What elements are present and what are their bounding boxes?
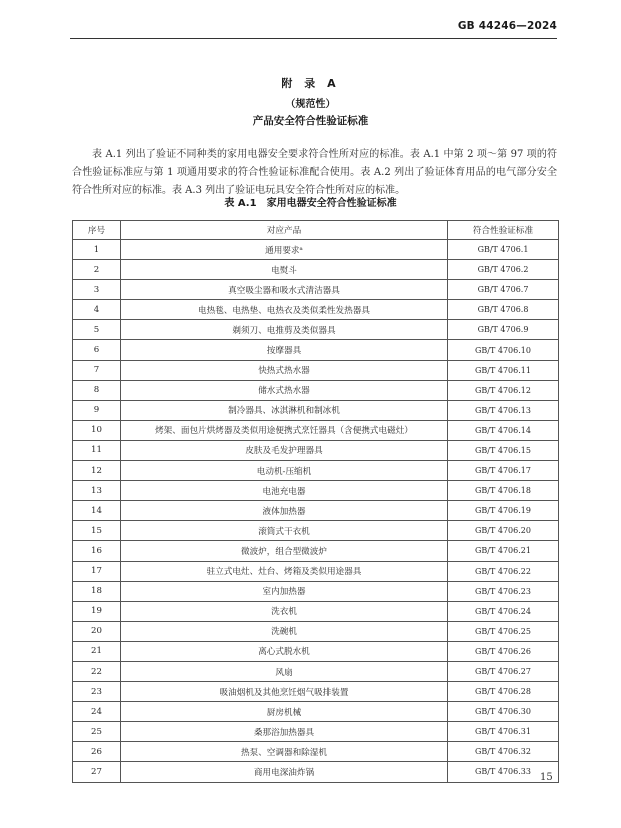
product-cell: 皮肤及毛发护理器具 [121,440,448,460]
row-number-cell: 20 [73,621,121,641]
table-row [73,260,559,280]
row-number-cell: 17 [73,561,121,581]
product-cell: 电池充电器 [121,481,448,501]
table-header-row [73,221,559,240]
row-number-cell: 7 [73,360,121,380]
row-number-cell: 22 [73,661,121,681]
standard-cell: GB/T 4706.21 [448,541,559,561]
product-cell: 储水式热水器 [121,380,448,400]
table-row [73,581,559,601]
header-rule [70,38,557,39]
table-row [73,461,559,481]
product-cell: 真空吸尘器和吸水式清洁器具 [121,280,448,300]
table-row [73,400,559,420]
standard-cell: GB/T 4706.33 [448,762,559,782]
standard-cell: GB/T 4706.30 [448,702,559,722]
standard-cell: GB/T 4706.24 [448,601,559,621]
header-standard: 符合性验证标准 [448,221,559,240]
table-row [73,561,559,581]
standard-cell: GB/T 4706.12 [448,380,559,400]
row-number-cell: 1 [73,240,121,260]
table-row [73,641,559,661]
standard-cell: GB/T 4706.23 [448,581,559,601]
product-cell: 电动机-压缩机 [121,461,448,481]
standard-cell: GB/T 4706.20 [448,521,559,541]
standard-cell: GB/T 4706.14 [448,420,559,440]
standard-cell: GB/T 4706.8 [448,300,559,320]
table-row [73,702,559,722]
standard-cell: GB/T 4706.17 [448,461,559,481]
product-cell: 滚筒式干衣机 [121,521,448,541]
table-row [73,601,559,621]
product-cell: 制冷器具、冰淇淋机和制冰机 [121,400,448,420]
table-row [73,661,559,681]
row-number-cell: 27 [73,762,121,782]
product-cell: 商用电深油炸锅 [121,762,448,782]
product-cell: 离心式脱水机 [121,641,448,661]
row-number-cell: 19 [73,601,121,621]
table-row [73,501,559,521]
row-number-cell: 8 [73,380,121,400]
standard-cell: GB/T 4706.27 [448,661,559,681]
row-number-cell: 14 [73,501,121,521]
row-number-cell: 23 [73,682,121,702]
page-number: 15 [540,772,553,783]
standard-cell: GB/T 4706.19 [448,501,559,521]
standard-cell: GB/T 4706.28 [448,682,559,702]
table-row [73,300,559,320]
product-cell: 剃须刀、电推剪及类似器具 [121,320,448,340]
row-number-cell: 5 [73,320,121,340]
row-number-cell: 11 [73,440,121,460]
table-row [73,440,559,460]
standard-cell: GB/T 4706.9 [448,320,559,340]
appendix-nature: （规范性） [285,99,336,110]
product-cell: 吸油烟机及其他烹饪烟气吸排装置 [121,682,448,702]
table-row [73,481,559,501]
standard-cell: GB/T 4706.11 [448,360,559,380]
row-number-cell: 26 [73,742,121,762]
row-number-cell: 6 [73,340,121,360]
table-row [73,521,559,541]
row-number-cell: 16 [73,541,121,561]
header-no: 序号 [73,221,121,240]
row-number-cell: 25 [73,722,121,742]
table-row [73,360,559,380]
standard-cell: GB/T 4706.10 [448,340,559,360]
row-number-cell: 4 [73,300,121,320]
product-cell: 驻立式电灶、灶台、烤箱及类似用途器具 [121,561,448,581]
table-row [73,380,559,400]
standard-cell: GB/T 4706.31 [448,722,559,742]
standard-cell: GB/T 4706.22 [448,561,559,581]
standard-cell: GB/T 4706.25 [448,621,559,641]
intro-paragraph: 表 A.1 列出了验证不同种类的家用电器安全要求符合性所对应的标准。表 A.1 中第 2 项～第 97 项的符合性验证标准应与第 1 项通用要求的符合性验证标准配合使用。表 A.2 列出了验证体育用品的电气部分安全符合性所对应的标准。表 A.3 列出了验证电玩具安全符合性所对应的标准。 [72,149,557,196]
table-row [73,722,559,742]
row-number-cell: 21 [73,641,121,661]
table-row [73,762,559,782]
row-number-cell: 10 [73,420,121,440]
standard-cell: GB/T 4706.18 [448,481,559,501]
appendix-title: 附 录 A [281,77,340,90]
appendix-heading: 产品安全符合性验证标准 [252,115,369,127]
standard-cell: GB/T 4706.15 [448,440,559,460]
table-row [73,420,559,440]
table-row [73,621,559,641]
row-number-cell: 3 [73,280,121,300]
product-cell: 液体加热器 [121,501,448,521]
standard-cell: GB/T 4706.13 [448,400,559,420]
product-cell: 烤架、面包片烘烤器及类似用途便携式烹饪器具（含便携式电磁灶） [121,420,448,440]
product-cell: 厨房机械 [121,702,448,722]
row-number-cell: 13 [73,481,121,501]
row-number-cell: 18 [73,581,121,601]
row-number-cell: 24 [73,702,121,722]
product-cell: 通用要求ᵃ [121,240,448,260]
standard-code: GB 44246—2024 [457,20,557,32]
product-cell: 洗衣机 [121,601,448,621]
standard-cell: GB/T 4706.32 [448,742,559,762]
product-cell: 桑那浴加热器具 [121,722,448,742]
standard-cell: GB/T 4706.1 [448,240,559,260]
product-cell: 微波炉，组合型微波炉 [121,541,448,561]
product-cell: 快热式热水器 [121,360,448,380]
table-row [73,742,559,762]
table-row [73,682,559,702]
product-cell: 电热毯、电热垫、电热衣及类似柔性发热器具 [121,300,448,320]
table-row [73,320,559,340]
standard-cell: GB/T 4706.2 [448,260,559,280]
header-product: 对应产品 [121,221,448,240]
product-cell: 洗碗机 [121,621,448,641]
product-cell: 风扇 [121,661,448,681]
standard-cell: GB/T 4706.7 [448,280,559,300]
row-number-cell: 15 [73,521,121,541]
product-cell: 电熨斗 [121,260,448,280]
row-number-cell: 2 [73,260,121,280]
table-caption: 表 A.1 家用电器安全符合性验证标准 [224,198,397,209]
table-row [73,240,559,260]
table-row [73,541,559,561]
row-number-cell: 12 [73,461,121,481]
row-number-cell: 9 [73,400,121,420]
product-cell: 热泵、空调器和除湿机 [121,742,448,762]
product-cell: 室内加热器 [121,581,448,601]
product-cell: 按摩器具 [121,340,448,360]
standard-cell: GB/T 4706.26 [448,641,559,661]
standards-table [72,220,559,783]
table-body [73,240,559,783]
table-row [73,340,559,360]
table-row [73,280,559,300]
